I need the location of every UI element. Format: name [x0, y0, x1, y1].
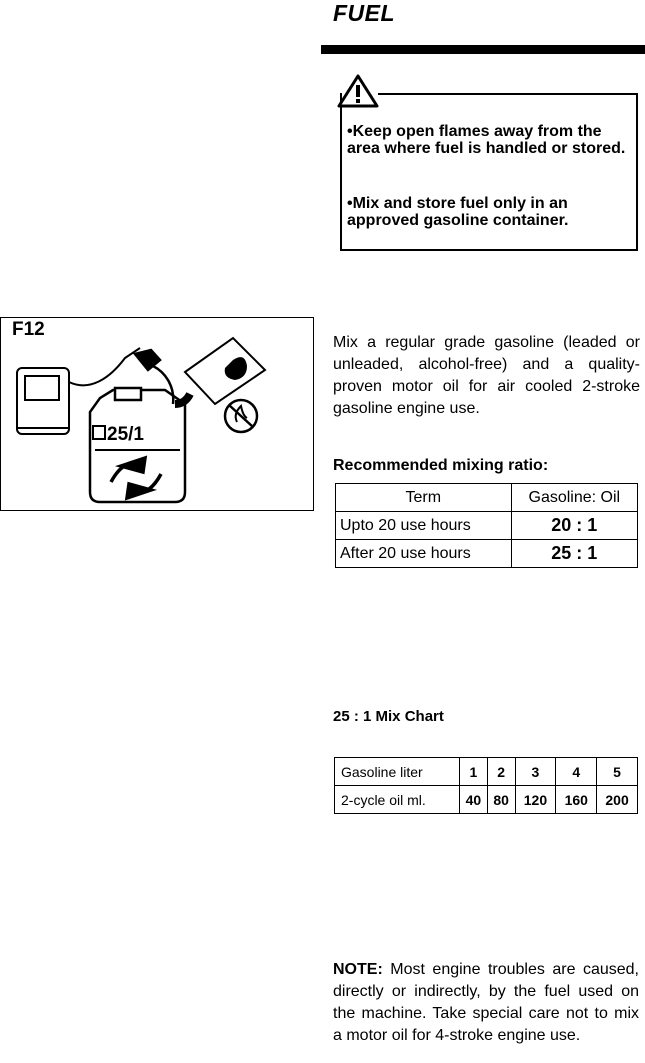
- table-header-row: [336, 484, 638, 512]
- oil-can-icon: [175, 338, 265, 404]
- term-cell: After 20 use hours: [336, 540, 512, 568]
- liter-cell: 4: [556, 758, 597, 786]
- header-ratio: Gasoline: Oil: [511, 484, 637, 512]
- oil-cell: 80: [487, 786, 515, 814]
- table-row: [336, 512, 638, 540]
- figure-label: F12: [12, 319, 45, 340]
- warning-item-container: •Mix and store fuel only in an approved gasoline container.: [347, 195, 569, 229]
- liters-row-label: Gasoline liter: [335, 758, 460, 786]
- ratio-cell: 20 : 1: [511, 512, 637, 540]
- liter-cell: 5: [597, 758, 638, 786]
- title-rule: [321, 45, 645, 54]
- warning-item-flames: •Keep open flames away from the area where fuel is handled or stored.: [347, 123, 626, 157]
- oil-row: [335, 786, 638, 814]
- mixing-instructions: Mix a regular grade gasoline (leaded or unleaded, alcohol-free) and a quality-proven motor oil for air cooled 2-stroke gasoline engine use.: [333, 334, 640, 417]
- mixing-ratio-heading: Recommended mixing ratio:: [333, 457, 549, 474]
- term-cell: Upto 20 use hours: [336, 512, 512, 540]
- warning-box-top-line: [378, 93, 638, 95]
- page-title: FUEL: [333, 0, 396, 26]
- liter-cell: 3: [515, 758, 556, 786]
- warning-triangle-icon: [336, 73, 380, 109]
- ratio-cell: 25 : 1: [511, 540, 637, 568]
- oil-cell: 160: [556, 786, 597, 814]
- liter-cell: 2: [487, 758, 515, 786]
- oil-cell: 200: [597, 786, 638, 814]
- fuel-mixing-illustration: [15, 330, 305, 505]
- svg-text:25/1: 25/1: [107, 424, 144, 445]
- oil-cell: 120: [515, 786, 556, 814]
- mix-chart-heading: 25 : 1 Mix Chart: [333, 708, 444, 725]
- note-label: NOTE:: [333, 961, 383, 978]
- liters-row: [335, 758, 638, 786]
- no-open-flame-icon: [225, 400, 257, 432]
- note-paragraph: [333, 959, 639, 1047]
- liter-cell: 1: [460, 758, 488, 786]
- oil-row-label: 2-cycle oil ml.: [335, 786, 460, 814]
- header-term: Term: [336, 484, 512, 512]
- table-row: [336, 540, 638, 568]
- mix-chart-table: [334, 757, 638, 814]
- note-text: Most engine troubles are caused, directly or indirectly, by the fuel used on the machine. Take special care not to mix a motor oil for 4-stroke engine use.: [333, 961, 639, 1044]
- oil-cell: 40: [460, 786, 488, 814]
- mixing-ratio-table: [335, 483, 638, 568]
